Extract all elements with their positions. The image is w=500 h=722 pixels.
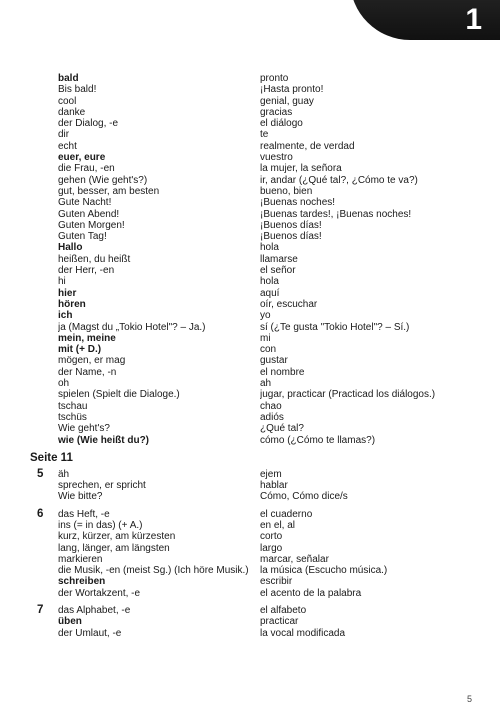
- german-term: Hallo: [58, 242, 83, 254]
- german-term: danke: [58, 106, 86, 118]
- vocab-row: [30, 310, 480, 321]
- german-term: sprechen, er spricht: [58, 480, 146, 492]
- german-term: Bis bald!: [58, 84, 97, 96]
- exercise-number: [30, 565, 58, 576]
- vocab-row: [30, 389, 480, 400]
- german-term: gehen (Wie geht's?): [58, 174, 148, 186]
- german-term: tschau: [58, 400, 88, 412]
- exercise-number: [30, 276, 58, 287]
- vocab-row: [30, 520, 480, 531]
- vocab-row: [30, 554, 480, 565]
- exercise-number: 7: [37, 604, 44, 617]
- german-term: Wie geht's?: [58, 423, 110, 435]
- german-term: hier: [58, 287, 77, 299]
- vocab-row: [30, 355, 480, 366]
- vocab-row: [30, 107, 480, 118]
- german-term: schreiben: [58, 576, 106, 588]
- section-heading: Seite 11: [30, 451, 73, 464]
- spanish-translation: ¡Buenos días!: [260, 219, 322, 231]
- german-term: spielen (Spielt die Dialoge.): [58, 389, 180, 401]
- spanish-translation: la mujer, la señora: [260, 163, 342, 175]
- vocab-row: [30, 141, 480, 152]
- spanish-translation: hablar: [260, 480, 288, 492]
- spanish-translation: cómo (¿Cómo te llamas?): [260, 434, 376, 446]
- german-term: echt: [58, 140, 77, 152]
- german-term: der Wortakzent, -e: [58, 587, 141, 599]
- exercise-number: [30, 107, 58, 118]
- exercise-number: [30, 480, 58, 491]
- vocab-row: [30, 531, 480, 542]
- spanish-translation: el cuaderno: [260, 508, 313, 520]
- vocab-row: [30, 333, 480, 344]
- exercise-number: [30, 367, 58, 378]
- spanish-translation: la música (Escucho música.): [260, 565, 388, 577]
- german-term: ich: [58, 310, 73, 322]
- spanish-translation: el diálogo: [260, 118, 303, 130]
- vocab-row: [30, 163, 480, 174]
- spanish-translation: aquí: [260, 287, 280, 299]
- german-term: das Alphabet, -e: [58, 605, 131, 617]
- exercise-number: [30, 543, 58, 554]
- exercise-number: [30, 186, 58, 197]
- exercise-number: [30, 265, 58, 276]
- spanish-translation: ¿Qué tal?: [260, 423, 304, 435]
- spanish-translation: bueno, bien: [260, 185, 313, 197]
- exercise-number: [30, 344, 58, 355]
- exercise-number: [30, 520, 58, 531]
- exercise-number: [30, 531, 58, 542]
- vocab-row: [30, 605, 480, 616]
- spanish-translation: en el, al: [260, 519, 296, 531]
- vocab-row: [30, 254, 480, 265]
- exercise-number: 6: [37, 507, 44, 520]
- vocab-row: [30, 435, 480, 446]
- exercise-number: [30, 423, 58, 434]
- exercise-number: [30, 491, 58, 502]
- exercise-number: [30, 554, 58, 565]
- exercise-number: [30, 288, 58, 299]
- german-term: Guten Morgen!: [58, 219, 125, 231]
- vocab-row: [30, 576, 480, 587]
- vocab-row: [30, 628, 480, 639]
- german-term: ins (= in das) (+ A.): [58, 519, 143, 531]
- exercise-number: [30, 322, 58, 333]
- german-term: der Herr, -en: [58, 265, 115, 277]
- spanish-translation: practicar: [260, 616, 299, 628]
- exercise-number: [30, 299, 58, 310]
- chapter-number: 1: [465, 3, 482, 36]
- vocab-row: [30, 469, 480, 480]
- vocab-row: [30, 288, 480, 299]
- exercise-number: [30, 242, 58, 253]
- exercise-number: [30, 118, 58, 129]
- spanish-translation: adiós: [260, 411, 284, 423]
- spanish-translation: corto: [260, 531, 283, 543]
- spanish-translation: hola: [260, 242, 279, 254]
- vocab-row: [30, 344, 480, 355]
- vocab-row: [30, 401, 480, 412]
- vocab-row: [30, 175, 480, 186]
- spanish-translation: hola: [260, 276, 279, 288]
- spanish-translation: vuestro: [260, 152, 293, 164]
- vocab-row: [30, 378, 480, 389]
- spanish-translation: Cómo, Cómo dice/s: [260, 491, 348, 503]
- exercise-number: [30, 73, 58, 84]
- german-term: die Musik, -en (meist Sg.) (Ich höre Musik.): [58, 565, 249, 577]
- vocab-row: [30, 220, 480, 231]
- german-term: mögen, er mag: [58, 355, 126, 367]
- vocabulary-list: [30, 73, 480, 639]
- vocab-row: [30, 616, 480, 627]
- exercise-number: [30, 163, 58, 174]
- spanish-translation: con: [260, 344, 277, 356]
- exercise-number: [30, 576, 58, 587]
- exercise-number: [30, 209, 58, 220]
- vocab-row: [30, 322, 480, 333]
- exercise-number: [30, 412, 58, 423]
- spanish-translation: sí (¿Te gusta "Tokio Hotel"? – Sí.): [260, 321, 410, 333]
- vocab-row: [30, 276, 480, 287]
- chapter-tab: [350, 0, 500, 40]
- spanish-translation: ejem: [260, 468, 282, 480]
- german-term: dir: [58, 129, 70, 141]
- exercise-number: [30, 220, 58, 231]
- german-term: oh: [58, 378, 70, 390]
- spanish-translation: te: [260, 129, 269, 141]
- exercise-number: [30, 96, 58, 107]
- exercise-number: [30, 378, 58, 389]
- vocab-row: [30, 96, 480, 107]
- spanish-translation: gustar: [260, 355, 288, 367]
- spanish-translation: llamarse: [260, 253, 298, 265]
- spanish-translation: realmente, de verdad: [260, 140, 355, 152]
- exercise-number: [30, 628, 58, 639]
- german-term: Guten Tag!: [58, 231, 107, 243]
- exercise-number: [30, 254, 58, 265]
- vocab-row: [30, 209, 480, 220]
- vocab-row: [30, 84, 480, 95]
- german-term: tschüs: [58, 411, 87, 423]
- spanish-translation: ¡Buenas noches!: [260, 197, 336, 209]
- exercise-number: [30, 310, 58, 321]
- spanish-translation: pronto: [260, 73, 289, 84]
- german-term: hören: [58, 298, 86, 310]
- exercise-number: [30, 152, 58, 163]
- exercise-number: [30, 84, 58, 95]
- exercise-number: [30, 231, 58, 242]
- exercise-number: [30, 175, 58, 186]
- vocab-row: [30, 480, 480, 491]
- vocab-row: [30, 588, 480, 599]
- exercise-number: 5: [37, 467, 44, 480]
- german-term: mit (+ D.): [58, 344, 102, 356]
- vocab-row: [30, 231, 480, 242]
- vocab-row: [30, 186, 480, 197]
- german-term: cool: [58, 95, 77, 107]
- german-term: mein, meine: [58, 332, 116, 344]
- german-term: der Umlaut, -e: [58, 627, 122, 639]
- exercise-number: [30, 333, 58, 344]
- german-term: wie (Wie heißt du?): [58, 434, 150, 446]
- exercise-number: [30, 435, 58, 446]
- spanish-translation: ir, andar (¿Qué tal?, ¿Cómo te va?): [260, 174, 418, 186]
- spanish-translation: el acento de la palabra: [260, 587, 362, 599]
- german-term: das Heft, -e: [58, 508, 110, 520]
- german-term: Wie bitte?: [58, 491, 103, 503]
- german-term: gut, besser, am besten: [58, 185, 160, 197]
- german-term: lang, länger, am längsten: [58, 542, 170, 554]
- spanish-translation: genial, guay: [260, 95, 314, 107]
- german-term: Guten Abend!: [58, 208, 120, 220]
- vocab-row: [30, 197, 480, 208]
- spanish-translation: gracias: [260, 106, 293, 118]
- german-term: die Frau, -en: [58, 163, 115, 175]
- page-number: 5: [466, 694, 472, 704]
- spanish-translation: ¡Buenas tardes!, ¡Buenas noches!: [260, 208, 412, 220]
- vocab-row: [30, 73, 480, 84]
- german-term: kurz, kürzer, am kürzesten: [58, 531, 176, 543]
- exercise-number: [30, 389, 58, 400]
- vocab-row: [30, 543, 480, 554]
- vocab-row: [30, 509, 480, 520]
- spanish-translation: largo: [260, 542, 283, 554]
- vocab-row: [30, 299, 480, 310]
- exercise-number: [30, 616, 58, 627]
- vocab-row: [30, 412, 480, 423]
- german-term: der Dialog, -e: [58, 118, 119, 130]
- vocab-row: [30, 367, 480, 378]
- exercise-number: [30, 355, 58, 366]
- vocab-row: [30, 265, 480, 276]
- spanish-translation: la vocal modificada: [260, 627, 346, 639]
- vocab-row: [30, 129, 480, 140]
- spanish-translation: el alfabeto: [260, 605, 307, 617]
- vocab-row: [30, 423, 480, 434]
- exercise-number: [30, 141, 58, 152]
- german-term: bald: [58, 73, 79, 84]
- german-term: ja (Magst du „Tokio Hotel"? – Ja.): [58, 321, 206, 333]
- vocab-row: [30, 118, 480, 129]
- exercise-number: [30, 197, 58, 208]
- spanish-translation: ah: [260, 378, 272, 390]
- vocab-row: [30, 242, 480, 253]
- vocab-row: [30, 152, 480, 163]
- vocab-row: [30, 491, 480, 502]
- spanish-translation: chao: [260, 400, 282, 412]
- spanish-translation: el señor: [260, 265, 296, 277]
- spanish-translation: mi: [260, 332, 271, 344]
- german-term: der Name, -n: [58, 366, 117, 378]
- german-term: äh: [58, 468, 70, 480]
- german-term: hi: [58, 276, 66, 288]
- german-term: üben: [58, 616, 82, 628]
- spanish-translation: escribir: [260, 576, 293, 588]
- spanish-translation: yo: [260, 310, 271, 322]
- german-term: markieren: [58, 553, 103, 565]
- spanish-translation: el nombre: [260, 366, 305, 378]
- german-term: Gute Nacht!: [58, 197, 112, 209]
- spanish-translation: oír, escuchar: [260, 298, 318, 310]
- spanish-translation: jugar, practicar (Practicad los diálogos.): [260, 389, 436, 401]
- spanish-translation: ¡Buenos días!: [260, 231, 322, 243]
- exercise-number: [30, 401, 58, 412]
- spanish-translation: ¡Hasta pronto!: [260, 84, 324, 96]
- german-term: heißen, du heißt: [58, 253, 131, 265]
- vocab-row: [30, 565, 480, 576]
- exercise-number: [30, 129, 58, 140]
- spanish-translation: marcar, señalar: [260, 553, 329, 565]
- exercise-number: [30, 588, 58, 599]
- german-term: euer, eure: [58, 152, 106, 164]
